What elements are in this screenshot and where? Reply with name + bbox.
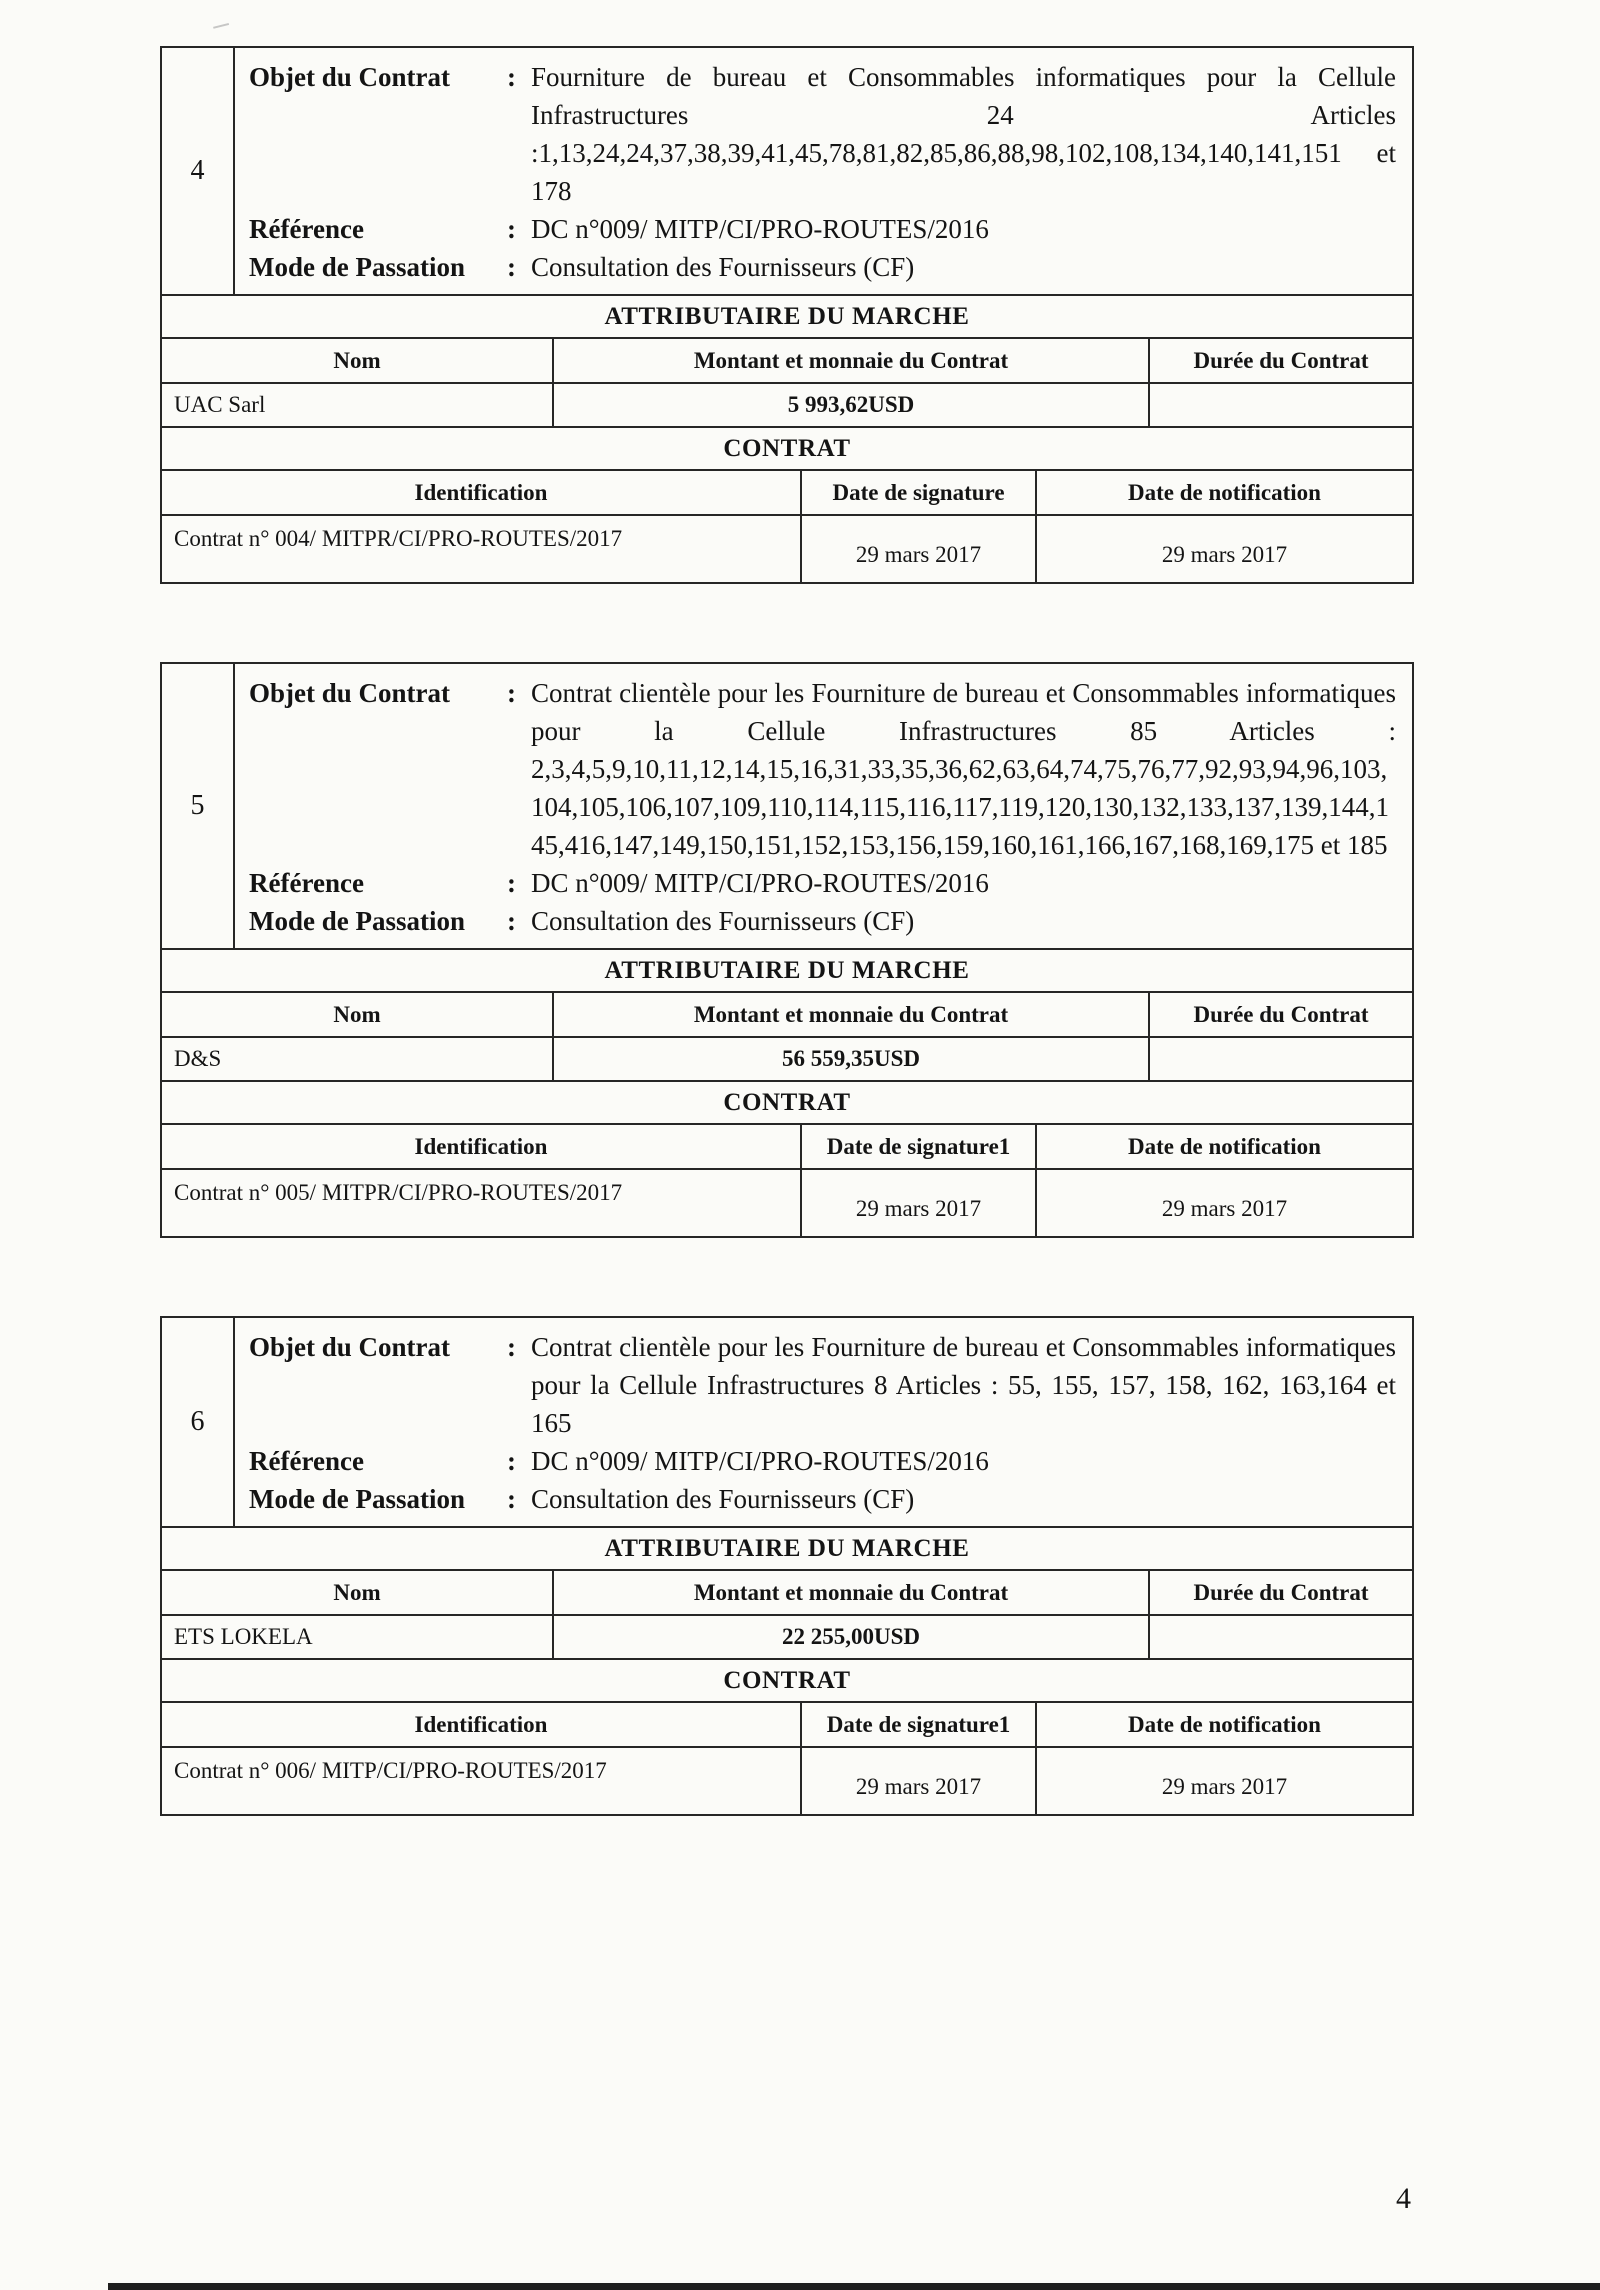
contrat-header-row — [162, 1701, 1412, 1746]
col-header-identification: Identification — [162, 471, 802, 514]
col-header-duree: Durée du Contrat — [1193, 1002, 1369, 1027]
contrat-date-signature: 29 mars 2017 — [802, 516, 1037, 582]
colon: : — [507, 868, 516, 898]
col-header-nom: Nom — [162, 339, 554, 382]
mode-label: Mode de Passation — [249, 906, 465, 936]
objet-value: Fourniture de bureau et Consommables informatiques pour la Cellule Infrastructures 24 Articles :1,13,24,24,37,38,39,41,45,78,81,82,85,86,88,98,102,108,134,140,141,151 et 178 — [531, 62, 1396, 206]
objet-label: Objet du Contrat — [249, 678, 450, 708]
colon: : — [507, 1446, 516, 1476]
attributaire-header-row — [162, 1569, 1412, 1614]
contrat-title: CONTRAT — [723, 435, 851, 462]
contrat-identification: Contrat n° 006/ MITP/CI/PRO-ROUTES/2017 — [162, 1748, 802, 1814]
contrat-date-signature: 29 mars 2017 — [802, 1748, 1037, 1814]
attributaire-title: ATTRIBUTAIRE DU MARCHE — [604, 1535, 970, 1562]
contract-info — [235, 48, 1412, 294]
attributaire-title: ATTRIBUTAIRE DU MARCHE — [604, 957, 970, 984]
contrat-header-row — [162, 469, 1412, 514]
contrat-data-row — [162, 1746, 1412, 1814]
attributaire-title-row — [162, 1526, 1412, 1569]
contrat-date-notification: 29 mars 2017 — [1161, 542, 1288, 567]
attributaire-data-row — [162, 382, 1412, 426]
objet-label: Objet du Contrat — [249, 62, 450, 92]
reference-line — [249, 210, 1396, 248]
col-header-date-signature: Date de signature1 — [802, 1703, 1037, 1746]
contrat-data-row — [162, 1168, 1412, 1236]
col-header-duree: Durée du Contrat — [1193, 348, 1369, 373]
attributaire-montant: 5 993,62USD — [554, 384, 1150, 426]
col-header-identification: Identification — [162, 1703, 802, 1746]
mode-value: Consultation des Fournisseurs (CF) — [531, 252, 915, 282]
attributaire-duree — [1150, 384, 1412, 426]
mode-label: Mode de Passation — [249, 1484, 465, 1514]
attributaire-nom: UAC Sarl — [162, 384, 554, 426]
attributaire-header-row — [162, 337, 1412, 382]
contract-info — [235, 664, 1412, 948]
item-number: 6 — [162, 1318, 235, 1526]
contrat-data-row — [162, 514, 1412, 582]
contrat-title-row — [162, 426, 1412, 469]
objet-value: Contrat clientèle pour les Fourniture de bureau et Consommables informatiques pour la Cellule Infrastructures 8 Articles : 55, 155, 157, 158, 162, 163,164 et 165 — [531, 1332, 1396, 1438]
contrat-date-notification: 29 mars 2017 — [1161, 1774, 1288, 1799]
colon: : — [507, 906, 516, 936]
attributaire-header-row — [162, 991, 1412, 1036]
contrat-title-row — [162, 1080, 1412, 1123]
colon: : — [507, 678, 516, 708]
objet-line — [249, 58, 1396, 210]
scan-bottom-edge — [108, 2283, 1600, 2290]
page-number: 4 — [1396, 2182, 1411, 2215]
attributaire-montant: 56 559,35USD — [554, 1038, 1150, 1080]
reference-value: DC n°009/ MITP/CI/PRO-ROUTES/2016 — [531, 214, 989, 244]
col-header-montant: Montant et monnaie du Contrat — [554, 993, 1150, 1036]
contrat-title: CONTRAT — [723, 1089, 851, 1116]
colon: : — [507, 214, 516, 244]
contrat-identification: Contrat n° 005/ MITPR/CI/PRO-ROUTES/2017 — [162, 1170, 802, 1236]
attributaire-montant: 22 255,00USD — [554, 1616, 1150, 1658]
contrat-header-row — [162, 1123, 1412, 1168]
block-4-top — [162, 48, 1412, 294]
col-header-date-notification: Date de notification — [1128, 1712, 1321, 1737]
col-header-montant: Montant et monnaie du Contrat — [554, 339, 1150, 382]
col-header-identification: Identification — [162, 1125, 802, 1168]
contrat-title-row — [162, 1658, 1412, 1701]
reference-value: DC n°009/ MITP/CI/PRO-ROUTES/2016 — [531, 868, 989, 898]
attributaire-title-row — [162, 294, 1412, 337]
col-header-date-signature: Date de signature — [802, 471, 1037, 514]
mode-line — [249, 1480, 1396, 1518]
block-5-top — [162, 664, 1412, 948]
contrat-title: CONTRAT — [723, 1667, 851, 1694]
col-header-nom: Nom — [162, 993, 554, 1036]
attributaire-nom: ETS LOKELA — [162, 1616, 554, 1658]
mode-value: Consultation des Fournisseurs (CF) — [531, 1484, 915, 1514]
attributaire-duree — [1150, 1038, 1412, 1080]
item-number: 4 — [162, 48, 235, 294]
objet-line — [249, 674, 1396, 864]
mode-label: Mode de Passation — [249, 252, 465, 282]
col-header-date-notification: Date de notification — [1128, 480, 1321, 505]
colon: : — [507, 252, 516, 282]
contrat-date-signature: 29 mars 2017 — [802, 1170, 1037, 1236]
colon: : — [507, 62, 516, 92]
mode-value: Consultation des Fournisseurs (CF) — [531, 906, 915, 936]
col-header-montant: Montant et monnaie du Contrat — [554, 1571, 1150, 1614]
item-number: 5 — [162, 664, 235, 948]
contract-block-5 — [160, 662, 1414, 1238]
scan-pencil-mark — [211, 14, 229, 29]
reference-label: Référence — [249, 1446, 364, 1476]
reference-line — [249, 1442, 1396, 1480]
col-header-date-signature: Date de signature1 — [802, 1125, 1037, 1168]
col-header-date-notification: Date de notification — [1128, 1134, 1321, 1159]
contract-block-4 — [160, 46, 1414, 584]
contrat-identification: Contrat n° 004/ MITPR/CI/PRO-ROUTES/2017 — [162, 516, 802, 582]
reference-line — [249, 864, 1396, 902]
col-header-duree: Durée du Contrat — [1193, 1580, 1369, 1605]
reference-label: Référence — [249, 214, 364, 244]
document-page — [160, 46, 1414, 1894]
colon: : — [507, 1332, 516, 1362]
attributaire-nom: D&S — [162, 1038, 554, 1080]
mode-line — [249, 248, 1396, 286]
block-6-top — [162, 1318, 1412, 1526]
objet-line — [249, 1328, 1396, 1442]
attributaire-data-row — [162, 1036, 1412, 1080]
objet-value: Contrat clientèle pour les Fourniture de bureau et Consommables informatiques pour la Cellule Infrastructures 85 Articles : 2,3,4,5,9,10,11,12,14,15,16,31,33,35,36,62,63,64,74,75,76,77,92,93,94,96,103,104,105,106,107,109,110,114,115,116,117,119,120,130,132,133,137,139,144,145,416,147,149,150,151,152,153,156,159,160,161,166,167,168,169,175 et 185 — [531, 678, 1396, 860]
attributaire-duree — [1150, 1616, 1412, 1658]
attributaire-data-row — [162, 1614, 1412, 1658]
contrat-date-notification: 29 mars 2017 — [1161, 1196, 1288, 1221]
objet-label: Objet du Contrat — [249, 1332, 450, 1362]
contract-block-6 — [160, 1316, 1414, 1816]
reference-value: DC n°009/ MITP/CI/PRO-ROUTES/2016 — [531, 1446, 989, 1476]
reference-label: Référence — [249, 868, 364, 898]
col-header-nom: Nom — [162, 1571, 554, 1614]
colon: : — [507, 1484, 516, 1514]
mode-line — [249, 902, 1396, 940]
attributaire-title-row — [162, 948, 1412, 991]
contract-info — [235, 1318, 1412, 1526]
attributaire-title: ATTRIBUTAIRE DU MARCHE — [604, 303, 970, 330]
